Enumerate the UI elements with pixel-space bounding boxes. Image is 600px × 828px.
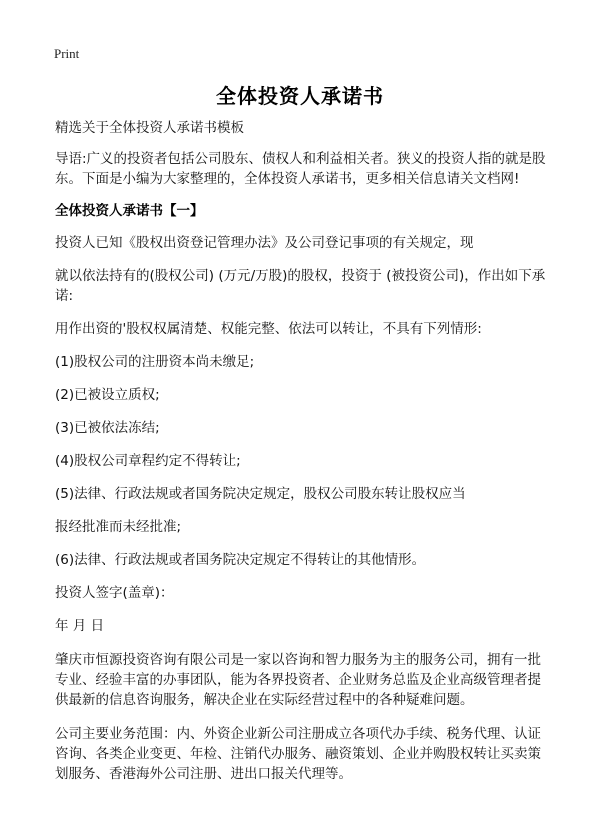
condition-item: (3)已被依法冻结; <box>55 420 160 436</box>
condition-item: (6)法律、行政法规或者国务院决定规定不得转让的其他情形。 <box>55 552 426 568</box>
condition-item: (1)股权公司的注册资本尚未缴足; <box>55 354 255 370</box>
body-paragraph: 就以依法持有的(股权公司) (万元/万股)的股权，投资于 (被投资公司)，作出如下承诺: <box>55 268 546 304</box>
company-intro-paragraph: 肇庆市恒源投资咨询有限公司是一家以咨询和智力服务为主的服务公司，拥有一批专业、经验丰富的办事团队，能为各界投资者、企业财务总监及企业高级管理者提供最新的信息咨询服务，解决企业在实际经营过程中的各种疑难问题。 <box>55 652 541 708</box>
condition-item: (5)法律、行政法规或者国务院决定规定，股权公司股东转让股权应当 <box>55 486 466 502</box>
document-subtitle: 精选关于全体投资人承诺书模板 <box>55 120 244 136</box>
condition-item: 报经批准而未经批准; <box>55 519 182 535</box>
print-label: Print <box>54 46 80 61</box>
section-heading: 全体投资人承诺书【一】 <box>55 203 204 219</box>
signature-line: 投资人签字(盖章)： <box>55 585 174 601</box>
date-line: 年 月 日 <box>55 618 105 634</box>
condition-item: (2)已被设立质权; <box>55 387 160 403</box>
intro-paragraph: 导语:广义的投资者包括公司股东、债权人和利益相关者。狭义的投资人指的就是股东。下面是小编为大家整理的，全体投资人承诺书，更多相关信息请关文档网! <box>55 151 546 187</box>
document-body <box>55 118 550 784</box>
company-services-paragraph: 公司主要业务范围：内、外资企业新公司注册成立各项代办手续、税务代理、认证咨询、各类企业变更、年检、注销代办服务、融资策划、企业并购股权转让买卖策划服务、香港海外公司注册、进出口报关代理等。 <box>55 726 541 782</box>
body-paragraph: 投资人已知《股权出资登记管理办法》及公司登记事项的有关规定，现 <box>55 235 474 251</box>
body-paragraph: 用作出资的'股权权属清楚、权能完整、依法可以转让，不具有下列情形: <box>55 321 482 337</box>
condition-item: (4)股权公司章程约定不得转让; <box>55 453 241 469</box>
document-title: 全体投资人承诺书 <box>216 84 384 108</box>
